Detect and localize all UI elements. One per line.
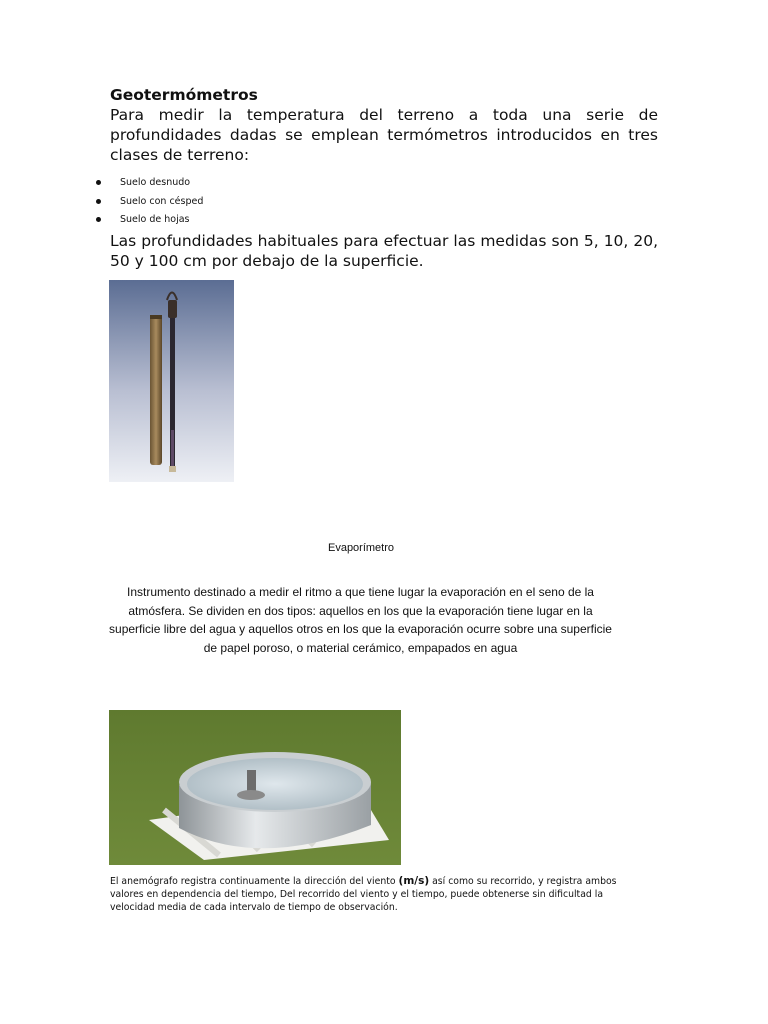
- soil-types-list: [96, 176, 203, 232]
- evaporation-pan-photo: [109, 710, 401, 865]
- evaporimetro-title: Evaporímetro: [327, 542, 395, 554]
- evaporimetro-description: Instrumento destinado a medir el ritmo a que tiene lugar la evaporación en el seno de la atmósfera. Se dividen en dos tipos: aquellos en los que la evaporación tiene lugar en la superficie libre del agua y aquellos otros en los que la evaporación ocurre sobre una superficie de papel poroso, o material cerámico, empapados en agua: [109, 585, 612, 655]
- list-item: [96, 195, 203, 214]
- list-item: [96, 176, 203, 195]
- list-item: [96, 213, 203, 232]
- geotermometros-heading: Geotermómetros: [110, 86, 258, 104]
- anemografo-paragraph: [110, 875, 650, 914]
- bullet-icon: [96, 217, 101, 222]
- depths-paragraph: Las profundidades habituales para efectuar las medidas son 5, 10, 20, 50 y 100 cm por debajo de la superficie.: [110, 232, 658, 270]
- soil-thermometer-photo: [109, 280, 234, 482]
- bullet-icon: [96, 180, 101, 185]
- list-item-label: Suelo desnudo: [120, 177, 191, 188]
- geotermometros-intro: Para medir la temperatura del terreno a toda una serie de profundidades dadas se emplean termómetros introducidos en tres clases de terreno:: [110, 106, 658, 164]
- anemografo-text-after: así como su recorrido, y registra ambos valores en dependencia del tiempo, Del recorrido del viento y el tiempo, puede obtenerse sin dificultad la velocidad media de cada intervalo de tiempo de observación.: [110, 876, 617, 913]
- bullet-icon: [96, 199, 101, 204]
- list-item-label: Suelo de hojas: [120, 214, 190, 225]
- anemografo-text-before: El anemógrafo registra continuamente la dirección del viento: [110, 876, 399, 887]
- list-item-label: Suelo con césped: [120, 195, 204, 207]
- anemografo-unit: (m/s): [398, 875, 430, 887]
